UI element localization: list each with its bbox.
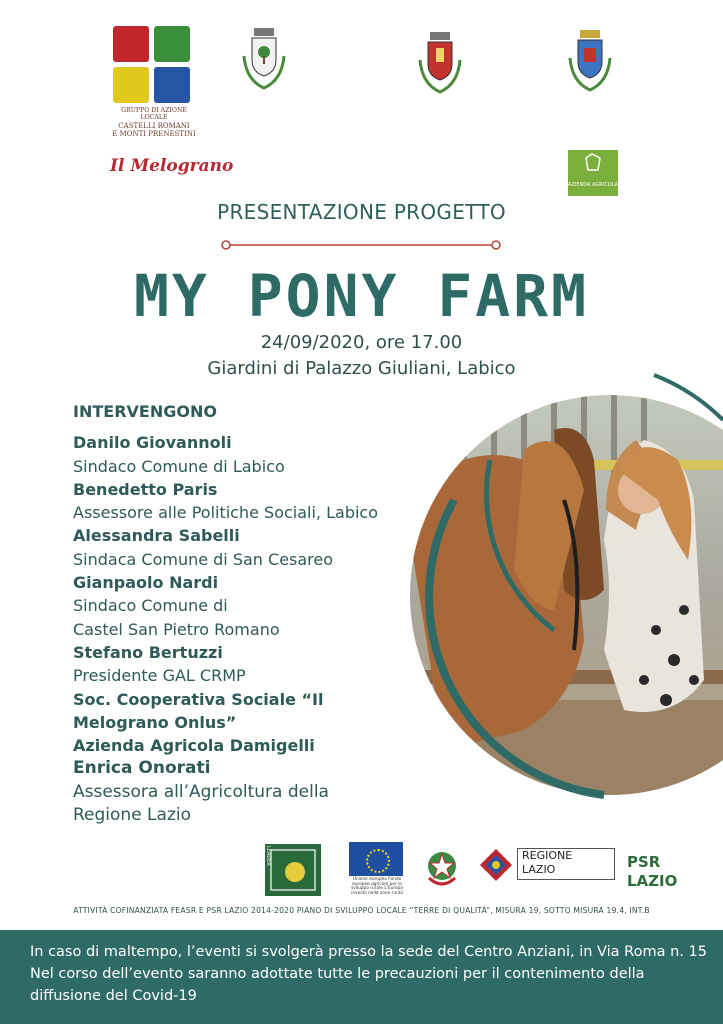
speaker-1 [73,431,423,478]
gal-logo-yellow-square [113,67,149,103]
horse-head-icon [568,150,618,180]
melograno-logo [110,156,233,176]
event-venue: Giardini di Palazzo Giuliani, Labico [207,358,516,379]
leader-emblem-icon [265,844,321,896]
speaker-6 [73,688,423,735]
gal-logo-green-square [154,26,190,62]
eu-logo [349,842,405,897]
speaker-role: Sindaco Comune di Labico [73,456,285,476]
speaker-role: Assessore alle Politiche Sociali, Labico [73,503,379,523]
notice-line2: Nel corso dell’evento saranno adottate tutte le precauzioni per il contenimento della [30,966,645,982]
speakers-list [73,400,423,827]
event-title: MY PONY FARM [133,262,590,330]
speaker-role: Assessora all’Agricoltura della Regione Lazio [73,781,329,826]
gal-caption-line3: E MONTI PRENESTINI [112,130,196,139]
speaker-8 [73,757,423,827]
speaker-name: Gianpaolo Nardi [73,573,219,593]
speaker-2 [73,478,423,525]
speaker-name: Enrica Onorati [73,758,211,779]
leader-logo [265,844,321,896]
speaker-3 [73,524,423,571]
italy-emblem-icon [423,846,461,890]
gal-logo-red-square [113,26,149,62]
psr-logo-text: PSR LAZIO [627,853,678,890]
speaker-role: Sindaco Comune di Castel San Pietro Romano [73,596,280,639]
notice-band [0,930,723,1024]
speaker-name: Alessandra Sabelli [73,526,240,546]
melograno-logo-text: Il Melograno [110,156,234,176]
speaker-4 [73,571,423,641]
speaker-name: Benedetto Paris [73,479,218,499]
gal-logo [112,26,196,139]
san-cesareo-crest-icon [414,30,466,100]
leader-logo-text: LEADER [265,846,271,866]
horse-girl-photo [404,360,723,830]
azienda-agricola-caption: AZIENDA AGRICOLA [568,182,618,188]
regione-logo-line1: REGIONE [522,849,573,862]
gal-caption-line2: CASTELLI ROMANI [118,121,190,130]
gal-caption-line1: GRUPPO DI AZIONE LOCALE [121,107,187,122]
gal-logo-blue-square [154,67,190,103]
speaker-role: Sindaca Comune di San Cesareo [73,549,334,569]
notice-line1: In caso di maltempo, l’eventi si svolgerà presso la sede del Centro Anziani, in Via Roma n. 15 [30,944,707,960]
speaker-name: Danilo Giovannoli [73,433,232,453]
speaker-role: Presidente GAL CRMP [73,666,246,686]
eu-flag-icon [349,842,403,876]
cofinanziamento-text: ATTIVITÀ COFINANZIATA FEASR E PSR LAZIO 2014-2020 PIANO DI SVILUPPO LOCALE “TERRE DI QUALITÀ”, MISURA 19, SOTTO MISURA 19.4, INT.B [73,906,650,915]
speaker-7 [73,734,423,757]
regione-logo-line2: LAZIO [522,863,556,876]
presentazione-heading: PRESENTAZIONE PROGETTO [217,200,506,224]
speaker-name: Stefano Bertuzzi [73,642,223,662]
speaker-5 [73,641,423,688]
speaker-name: Azienda Agricola Damigelli [73,736,315,756]
psr-lazio-logo [627,852,705,890]
castel-san-pietro-crest-icon [564,28,616,98]
footer-logos [265,840,705,900]
azienda-agricola-logo [568,150,618,196]
eu-logo-caption: Unione europea Fondo europeo agricolo per lo sviluppo rurale L'Europa investe nelle zone rurali [350,877,404,897]
notice-line3: diffusione del Covid-19 [30,988,197,1004]
labico-crest-icon [238,26,290,96]
regione-lazio-logo [517,848,615,880]
speakers-heading: INTERVENGONO [73,402,217,421]
gal-logo-caption [112,107,196,139]
regione-lazio-emblem-icon [479,848,513,882]
title-divider [220,238,502,252]
speaker-name: Soc. Cooperativa Sociale “Il Melograno Onlus” [73,689,324,732]
event-date: 24/09/2020, ore 17.00 [260,332,463,353]
